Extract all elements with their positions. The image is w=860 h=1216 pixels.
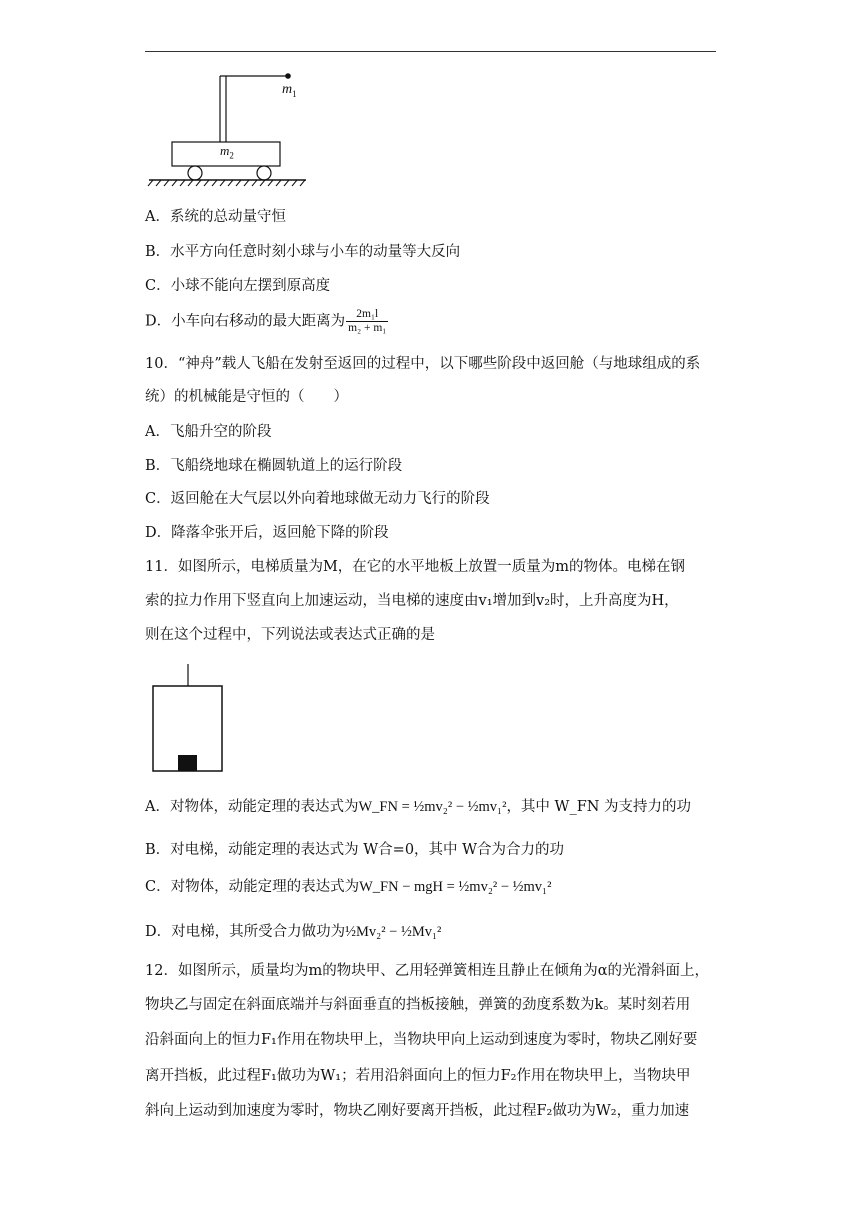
label-m2: $m_2$ xyxy=(220,143,234,161)
q10-option-b: B．飞船绕地球在椭圆轨道上的运行阶段 xyxy=(145,458,403,474)
q10-option-d: D．降落伞张开后，返回舱下降的阶段 xyxy=(145,525,389,541)
label-m1: $m_1$ xyxy=(282,82,297,99)
q10-stem-line-2: 统）的机械能是守恒的（ ） xyxy=(145,389,348,405)
q11-option-c: C．对物体，动能定理的表达式为W_FN − mgH = ½mv₂² − ½mv₁² xyxy=(145,879,552,895)
q12-line-1: 12．如图所示，质量均为m的物块甲、乙用轻弹簧相连且静止在倾角为α的光滑斜面上， xyxy=(145,963,709,979)
q9-option-b: B．水平方向任意时刻小球与小车的动量等大反向 xyxy=(145,244,461,260)
q10-option-c: C．返回舱在大气层以外向着地球做无动力飞行的阶段 xyxy=(145,491,490,507)
q11-option-b: B．对电梯，动能定理的表达式为 W合=0，其中 W合为合力的功 xyxy=(145,842,565,858)
q12-line-3: 沿斜面向上的恒力F₁作用在物块甲上，当物块甲向上运动到速度为零时，物块乙刚好要 xyxy=(145,1032,698,1048)
q11-stem-line-1: 11．如图所示，电梯质量为M，在它的水平地板上放置一质量为m的物体。电梯在钢 xyxy=(145,559,686,575)
elevator-figure xyxy=(150,662,226,774)
q11-option-a-formula: W_FN = ½mv₂² − ½mv₁² xyxy=(358,799,507,815)
q9-option-d-fraction: $\frac{\text{2m₁l}}{\text{m₂ + m₁}}$ xyxy=(348,308,387,334)
q11-option-d-formula: ½Mv₂² − ½Mv₁² xyxy=(345,924,442,940)
q9-option-c: C．小球不能向左摆到原高度 xyxy=(145,278,331,294)
q9-option-d: D．小车向右移动的最大距离为 $\frac{\text{2m₁l}}{\text{m₂ + m₁}}$ xyxy=(145,308,387,334)
q11-option-a: A．对物体，动能定理的表达式为W_FN = ½mv₂² − ½mv₁²，其中 W_FN 为支持力的功 xyxy=(145,799,692,815)
q10-option-a: A．飞船升空的阶段 xyxy=(145,424,272,440)
q12-line-4: 离开挡板，此过程F₁做功为W₁；若用沿斜面向上的恒力F₂作用在物块甲上，当物块甲 xyxy=(145,1068,691,1084)
q11-option-d: D．对电梯，其所受合力做功为½Mv₂² − ½Mv₁² xyxy=(145,924,442,940)
q11-stem-line-3: 则在这个过程中，下列说法或表达式正确的是 xyxy=(145,627,435,643)
q12-line-5: 斜向上运动到加速度为零时，物块乙刚好要离开挡板，此过程F₂做功为W₂，重力加速 xyxy=(145,1103,690,1119)
q9-option-a: A．系统的总动量守恒 xyxy=(145,209,286,225)
q10-stem-line-1: 10．“神舟”载人飞船在发射至返回的过程中，以下哪些阶段中返回舱（与地球组成的系 xyxy=(145,356,701,372)
header-rule xyxy=(145,51,716,52)
q11-stem-line-2: 索的拉力作用下竖直向上加速运动，当电梯的速度由v₁增加到v₂时，上升高度为H， xyxy=(145,593,679,609)
q12-line-2: 物块乙与固定在斜面底端并与斜面垂直的挡板接触，弹簧的劲度系数为k。某时刻若用 xyxy=(145,997,691,1013)
q11-option-c-formula: W_FN − mgH = ½mv₂² − ½mv₁² xyxy=(359,879,552,895)
